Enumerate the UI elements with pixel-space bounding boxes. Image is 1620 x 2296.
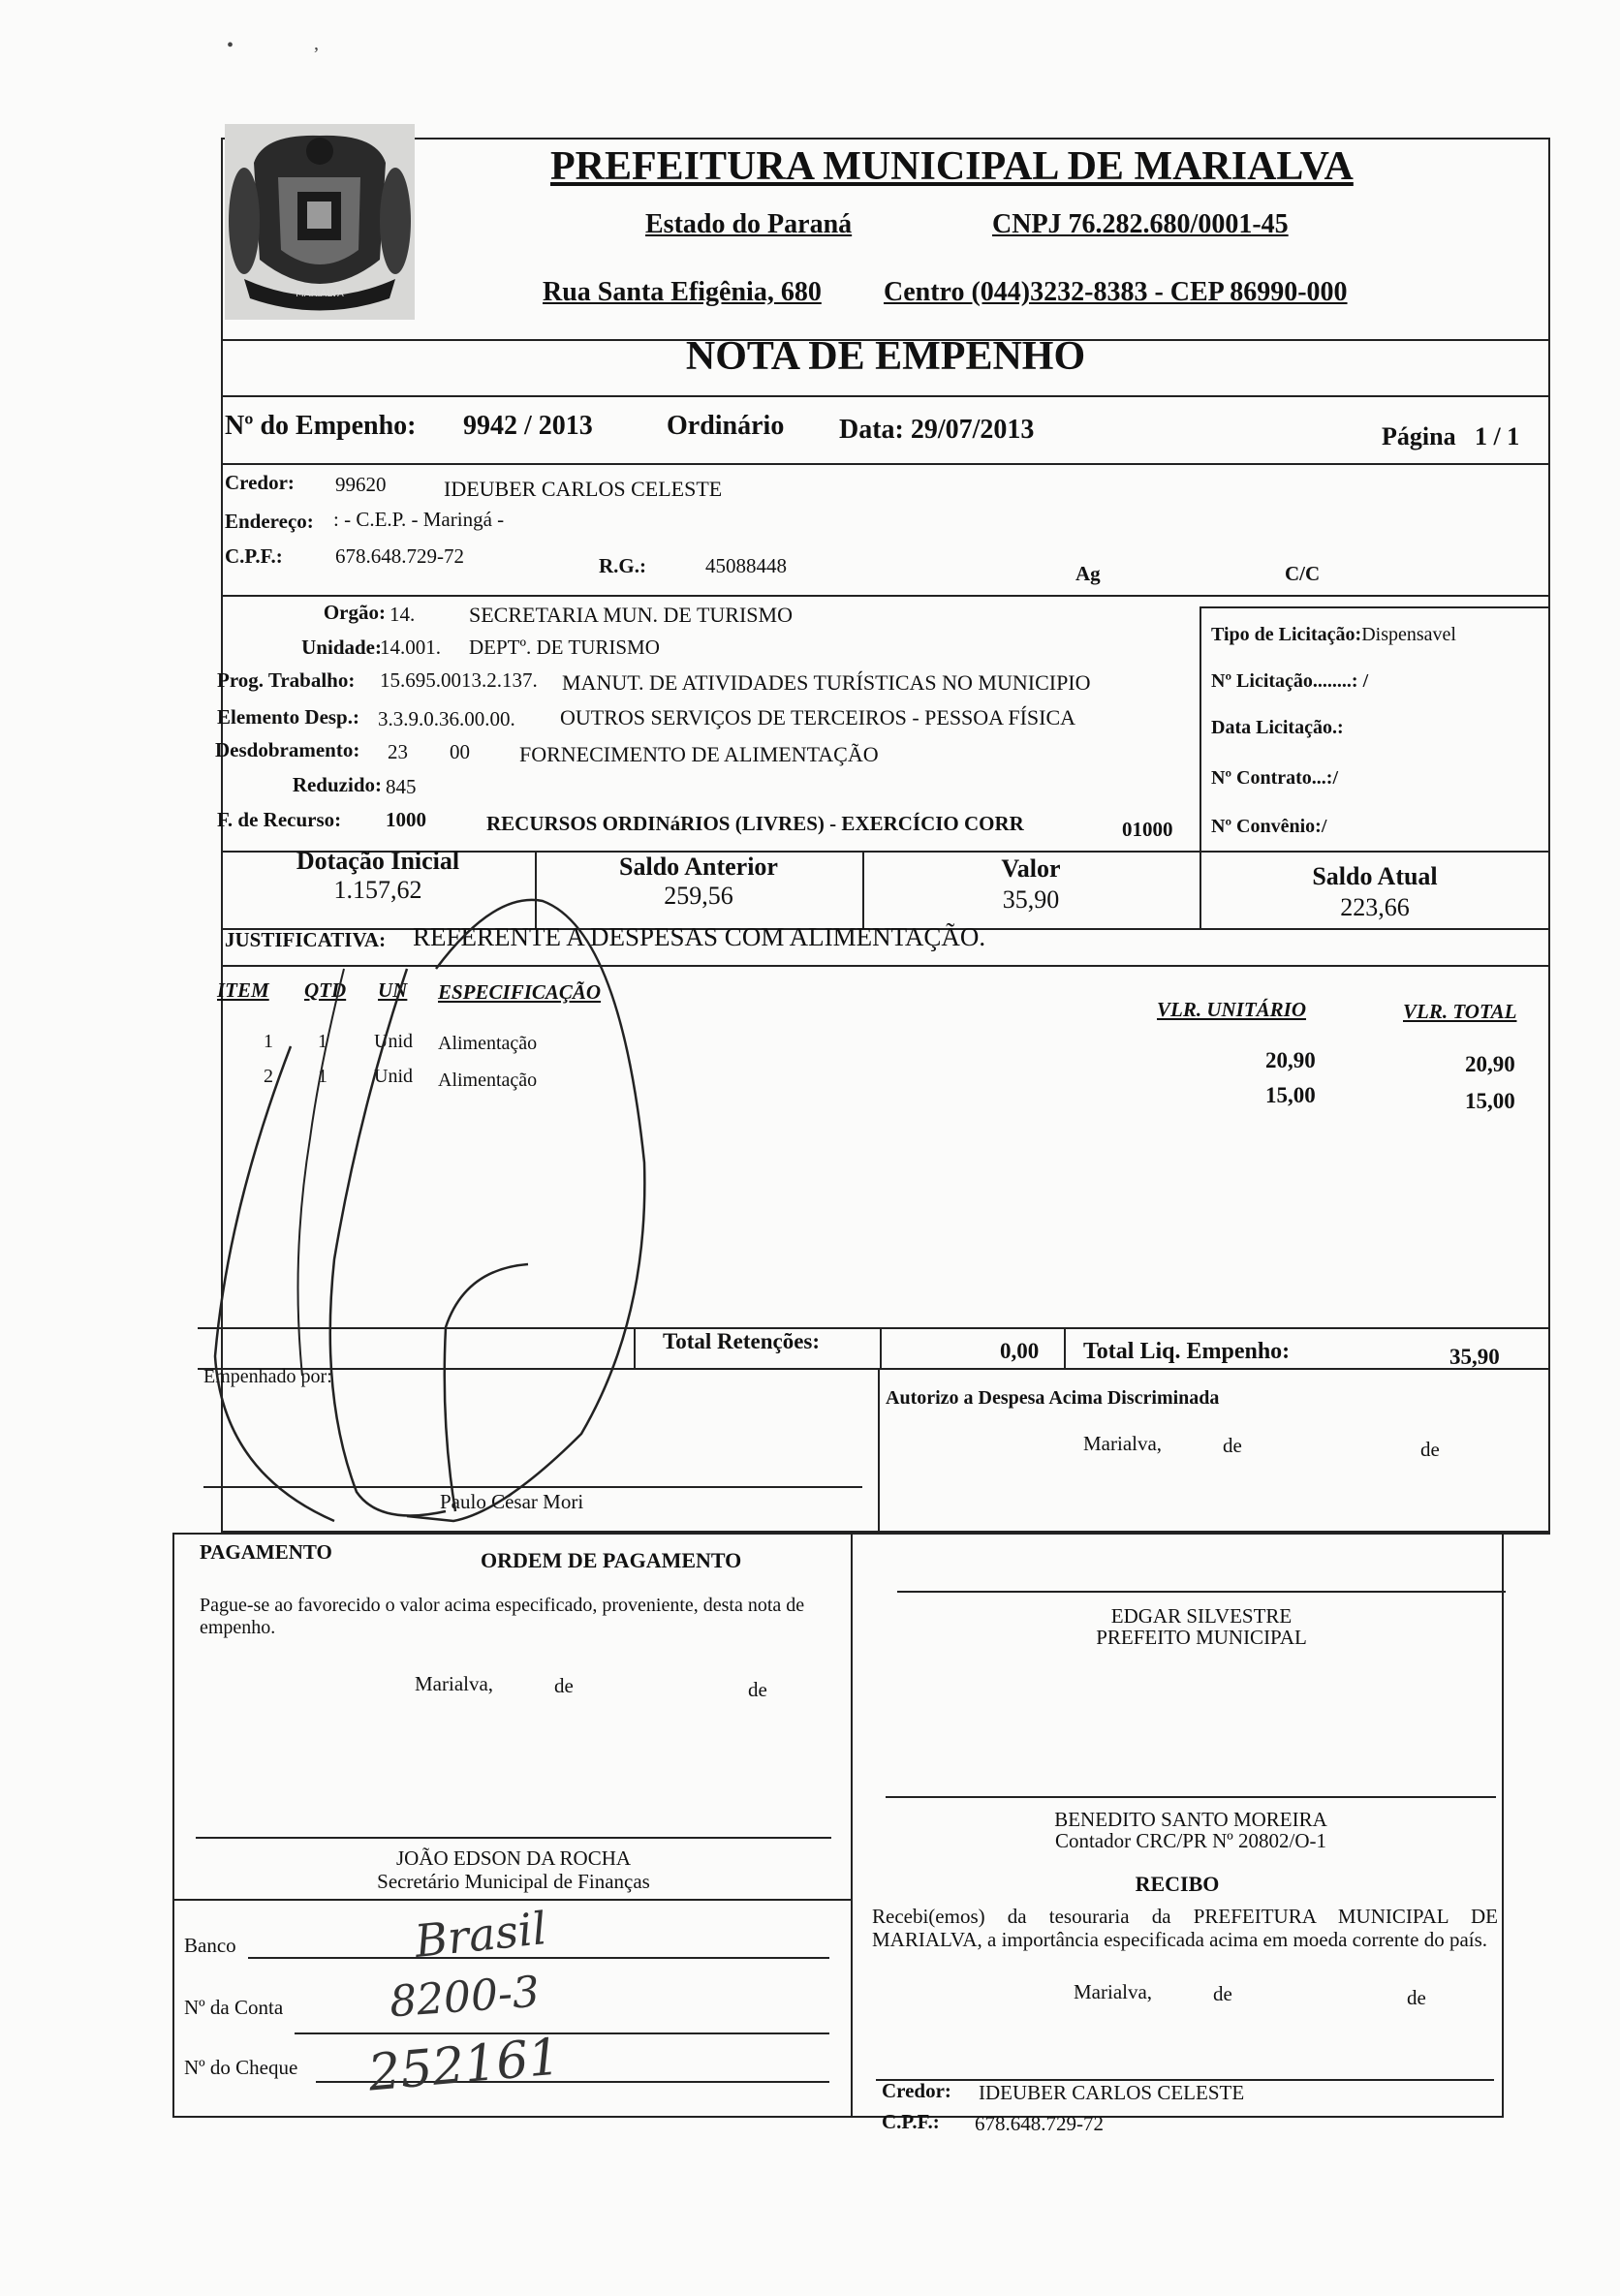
- recurso-name: RECURSOS ORDINáRIOS (LIVRES) - EXERCÍCIO CORR: [486, 812, 1024, 835]
- col-item: ITEM: [217, 978, 269, 1002]
- credor-address: : - C.E.P. - Maringá -: [333, 508, 505, 531]
- pagamento-de: de: [748, 1678, 767, 1701]
- item-unit-price: 15,00: [1265, 1083, 1316, 1107]
- conta-label: Nº da Conta: [184, 1996, 284, 2019]
- justificativa-label: JUSTIFICATIVA:: [225, 928, 387, 951]
- elemento-name: OUTROS SERVIÇOS DE TERCEIROS - PESSOA FÍSICA: [560, 705, 1076, 729]
- cnpj: CNPJ 76.282.680/0001-45: [992, 209, 1289, 239]
- autorizo-de: de: [1223, 1434, 1242, 1457]
- col-unit-price: VLR. UNITÁRIO: [1157, 998, 1307, 1021]
- secretario-name: JOÃO EDSON DA ROCHA: [395, 1846, 632, 1870]
- credor-name: IDEUBER CARLOS CELESTE: [444, 477, 723, 501]
- prog-name: MANUT. DE ATIVIDADES TURÍSTICAS NO MUNICIPIO: [562, 670, 1091, 695]
- item-unit-price: 20,90: [1265, 1048, 1316, 1072]
- unidade-name: DEPTº. DE TURISMO: [469, 636, 660, 659]
- contador-name: BENEDITO SANTO MOREIRA: [1054, 1808, 1327, 1831]
- licitacao-type-value: Dispensavel: [1361, 624, 1456, 645]
- recurso-extra-code: 01000: [1122, 818, 1173, 841]
- recibo-place: Marialva,: [1074, 1980, 1153, 2003]
- reduzido-label: Reduzido:: [292, 773, 382, 796]
- banco-handwritten: Brasil: [412, 1902, 549, 1968]
- saldo-atual-value: 223,66: [1340, 893, 1410, 921]
- orgao-name: SECRETARIA MUN. DE TURISMO: [469, 603, 793, 627]
- cheque-label: Nº do Cheque: [184, 2056, 298, 2079]
- col-total: VLR. TOTAL: [1403, 1000, 1517, 1023]
- item-qtd: 1: [318, 1066, 327, 1087]
- retencoes-label: Total Retenções:: [663, 1329, 821, 1353]
- account-label: C/C: [1285, 562, 1321, 585]
- prog-label: Prog. Trabalho:: [217, 668, 356, 692]
- secretario-title: Secretário Municipal de Finanças: [377, 1870, 650, 1893]
- ordem-pagamento-title: ORDEM DE PAGAMENTO: [481, 1548, 742, 1572]
- orgao-code: 14.: [389, 603, 416, 626]
- agency-label: Ag: [1075, 562, 1101, 585]
- liquido-label: Total Liq. Empenho:: [1083, 1339, 1291, 1364]
- item-spec: Alimentação: [438, 1033, 538, 1054]
- recibo-title: RECIBO: [1135, 1872, 1220, 1896]
- unidade-label: Unidade:: [301, 636, 382, 659]
- empenhado-label: Empenhado por:: [203, 1366, 332, 1387]
- empenho-number-label: Nº do Empenho:: [225, 411, 417, 441]
- credor-label: Credor:: [225, 471, 295, 494]
- svg-text:MARIALVA: MARIALVA: [296, 289, 344, 299]
- col-qtd: QTD: [304, 978, 347, 1002]
- prefeito-name: EDGAR SILVESTRE: [1110, 1604, 1293, 1628]
- desdobramento-label: Desdobramento:: [215, 738, 360, 761]
- pagamento-label: PAGAMENTO: [200, 1540, 332, 1564]
- address-label: Endereço:: [225, 510, 314, 533]
- state-name: Estado do Paraná: [645, 209, 853, 239]
- banco-label: Banco: [184, 1934, 236, 1957]
- recibo-de: de: [1213, 1982, 1232, 2005]
- item-un: Unid: [374, 1031, 413, 1052]
- desdobramento-name: FORNECIMENTO DE ALIMENTAÇÃO: [519, 742, 879, 766]
- col-un: UN: [378, 978, 408, 1002]
- licitacao-type-label: Tipo de Licitação:Dispensavel: [1211, 624, 1456, 645]
- address: Rua Santa Efigênia, 680: [543, 277, 822, 307]
- credor-code: 99620: [335, 473, 387, 496]
- item-number: 1: [264, 1031, 273, 1052]
- address-contact: Centro (044)3232-8383 - CEP 86990-000: [884, 277, 1348, 307]
- prefeito-title: PREFEITO MUNICIPAL: [1096, 1626, 1307, 1649]
- recibo-de: de: [1407, 1986, 1426, 2009]
- item-total: 15,00: [1465, 1089, 1515, 1113]
- saldo-anterior-value: 259,56: [664, 882, 733, 910]
- liquido-value: 35,90: [1449, 1345, 1500, 1369]
- licitacao-date: Data Licitação.:: [1211, 717, 1344, 738]
- dotacao-value: 1.157,62: [333, 876, 422, 904]
- saldo-atual-label: Saldo Atual: [1312, 862, 1438, 890]
- empenho-date: Data: 29/07/2013: [839, 415, 1035, 445]
- contrato-number: Nº Contrato...:/: [1211, 767, 1339, 789]
- recibo-cpf: 678.648.729-72: [975, 2112, 1104, 2135]
- licitacao-number: Nº Licitação........: /: [1211, 670, 1369, 692]
- org-name: PREFEITURA MUNICIPAL DE MARIALVA: [550, 144, 1354, 189]
- item-qtd: 1: [318, 1031, 327, 1052]
- desdobramento-code: 23: [388, 740, 408, 763]
- prog-code: 15.695.0013.2.137.: [380, 668, 538, 692]
- recibo-credor-label: Credor:: [882, 2079, 951, 2102]
- empenhado-name: Paulo César Mori: [440, 1490, 584, 1513]
- cheque-handwritten: 252161: [365, 2028, 563, 2103]
- recibo-credor-name: IDEUBER CARLOS CELESTE: [979, 2081, 1245, 2104]
- conta-handwritten: 8200-3: [388, 1967, 542, 2028]
- dotacao-label: Dotação Inicial: [296, 847, 460, 875]
- elemento-code: 3.3.9.0.36.00.00.: [378, 707, 515, 730]
- valor-label: Valor: [1001, 854, 1061, 883]
- rg-label: R.G.:: [599, 554, 646, 577]
- item-un: Unid: [374, 1066, 413, 1087]
- cpf-value: 678.648.729-72: [335, 544, 464, 568]
- item-spec: Alimentação: [438, 1070, 538, 1091]
- item-number: 2: [264, 1066, 273, 1087]
- autorizo-de: de: [1420, 1438, 1440, 1461]
- stray-mark: •: [227, 35, 234, 56]
- pagamento-text: Pague-se ao favorecido o valor acima especificado, proveniente, desta nota de empenho.: [200, 1595, 805, 1638]
- pagamento-place: Marialva,: [415, 1672, 494, 1695]
- valor-value: 35,90: [1002, 885, 1060, 914]
- elemento-label: Elemento Desp.:: [217, 705, 359, 729]
- orgao-label: Orgão:: [323, 601, 386, 624]
- saldo-anterior-label: Saldo Anterior: [619, 853, 778, 881]
- rg-value: 45088448: [705, 554, 787, 577]
- retencoes-value: 0,00: [1000, 1339, 1040, 1363]
- pagamento-de: de: [554, 1674, 574, 1697]
- convenio-number: Nº Convênio:/: [1211, 816, 1327, 837]
- desdobramento-sub: 00: [450, 740, 470, 763]
- recurso-code: 1000: [386, 808, 426, 831]
- page-number: 1 / 1: [1475, 422, 1520, 450]
- empenho-number: 9942 / 2013: [463, 411, 593, 441]
- contador-title: Contador CRC/PR Nº 20802/O-1: [1054, 1829, 1327, 1852]
- autorizo-place: Marialva,: [1083, 1432, 1163, 1455]
- item-total: 20,90: [1465, 1052, 1515, 1076]
- page-label: Página: [1382, 422, 1456, 450]
- stray-mark: ,: [314, 33, 319, 54]
- empenho-type: Ordinário: [667, 411, 785, 441]
- recibo-text: Recebi(emos) da tesouraria da PREFEITURA MUNICIPAL DE MARIALVA, a importância especificada acima em moeda corrente do país.: [872, 1905, 1498, 1952]
- recurso-label: F. de Recurso:: [217, 808, 342, 831]
- unidade-code: 14.001.: [380, 636, 441, 659]
- recibo-cpf-label: C.P.F.:: [882, 2110, 940, 2133]
- reduzido-value: 845: [386, 775, 417, 798]
- col-spec: ESPECIFICAÇÃO: [438, 980, 602, 1004]
- justificativa-text: REFERENTE A DESPESAS COM ALIMENTAÇÃO.: [413, 922, 986, 951]
- document-title: NOTA DE EMPENHO: [685, 334, 1086, 379]
- autorizo-text: Autorizo a Despesa Acima Discriminada: [886, 1387, 1220, 1409]
- cpf-label: C.P.F.:: [225, 544, 283, 568]
